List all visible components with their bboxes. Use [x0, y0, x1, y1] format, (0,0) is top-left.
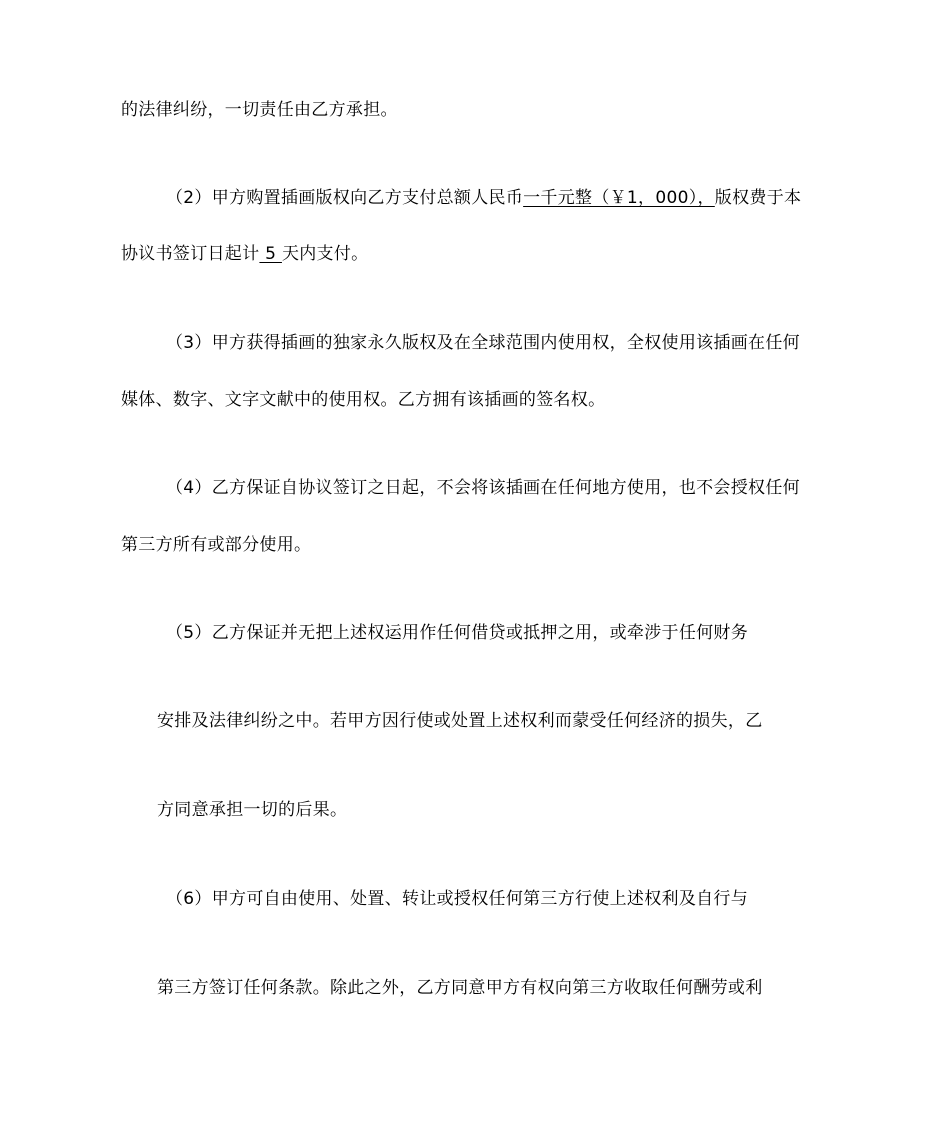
- clause-4-line-1: （4）乙方保证自协议签订之日起，不会将该插画在任何地方使用，也不会授权任何: [166, 478, 800, 498]
- clause-3-line-1: （3）甲方获得插画的独家永久版权及在全球范围内使用权，全权使用该插画在任何: [166, 333, 800, 353]
- clause-6-line-1: （6）甲方可自由使用、处置、转让或授权任何第三方行使上述权利及自行与: [166, 889, 749, 909]
- text-line-1: 的法律纠纷，一切责任由乙方承担。: [121, 100, 398, 120]
- clause-2-line-2-pre: 协议书签订日起计: [121, 244, 260, 264]
- payment-days: 5: [259, 244, 282, 264]
- clause-2-line-2-post: 天内支付。: [281, 244, 369, 264]
- payment-amount: 一千元整（￥1，000），: [523, 188, 715, 208]
- clause-5-line-2: 安排及法律纠纷之中。若甲方因行使或处置上述权利而蒙受任何经济的损失，乙: [157, 711, 763, 731]
- clause-6-line-2: 第三方签订任何条款。除此之外，乙方同意甲方有权向第三方收取任何酬劳或利: [157, 978, 763, 998]
- clause-2-text-post: 版权费于本: [714, 188, 802, 208]
- clause-5-line-3: 方同意承担一切的后果。: [157, 800, 348, 820]
- clause-4-line-2: 第三方所有或部分使用。: [121, 535, 312, 555]
- clause-5-line-1: （5）乙方保证并无把上述权运用作任何借贷或抵押之用，或牵涉于任何财务: [166, 623, 749, 643]
- clause-2-line-1: [166, 186, 801, 210]
- clause-2-line-2: [121, 242, 368, 266]
- clause-3-line-2: 媒体、数字、文字文献中的使用权。乙方拥有该插画的签名权。: [121, 390, 606, 410]
- clause-2-text-pre: （2）甲方购置插画版权向乙方支付总额人民币: [166, 188, 524, 208]
